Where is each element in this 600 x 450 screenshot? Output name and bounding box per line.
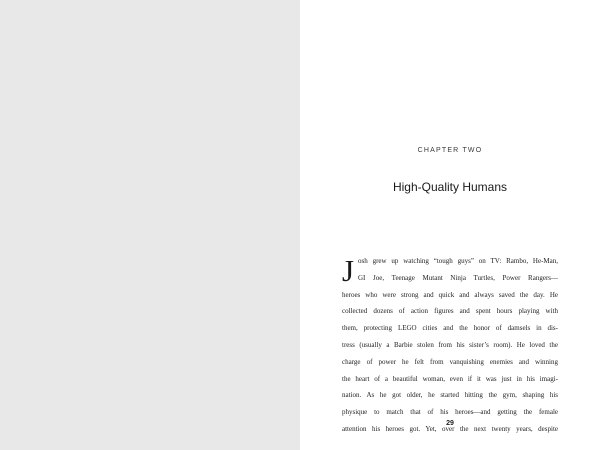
chapter-label: CHAPTER TWO: [417, 147, 483, 154]
body-text: [342, 253, 558, 438]
chapter-title: High-Quality Humans: [392, 180, 508, 194]
text-line: osh grew up watching “tough guys” on TV: Rambo, He-Man,: [358, 257, 558, 265]
text-line: charge of power he felt from vanquishing enemies and winning: [342, 357, 558, 366]
text-line: GI Joe, Teenage Mutant Ninja Turtles, Power Rangers—: [358, 273, 558, 282]
text-line: tress (usually a Barbie stolen from his sister’s room). He loved the: [342, 340, 558, 349]
page-number: 29: [446, 420, 454, 427]
text-line: collected dozens of action figures and spent hours playing with: [342, 307, 558, 316]
drop-cap: J: [342, 253, 355, 288]
text-line: attention his heroes got. Yet, over the next twenty years, despite: [342, 424, 558, 433]
text-line: heroes who were strong and quick and always saved the day. He: [342, 290, 558, 299]
text-line: the heart of a beautiful woman, even if it was just in his imagi-: [342, 374, 558, 383]
text-line: nation. As he got older, he started hitting the gym, shaping his: [342, 391, 558, 400]
text-line: them, protecting LEGO cities and the honor of damsels in dis-: [342, 324, 558, 333]
right-page: [300, 0, 600, 450]
text-line: physique to match that of his heroes—and getting the female: [342, 408, 558, 417]
